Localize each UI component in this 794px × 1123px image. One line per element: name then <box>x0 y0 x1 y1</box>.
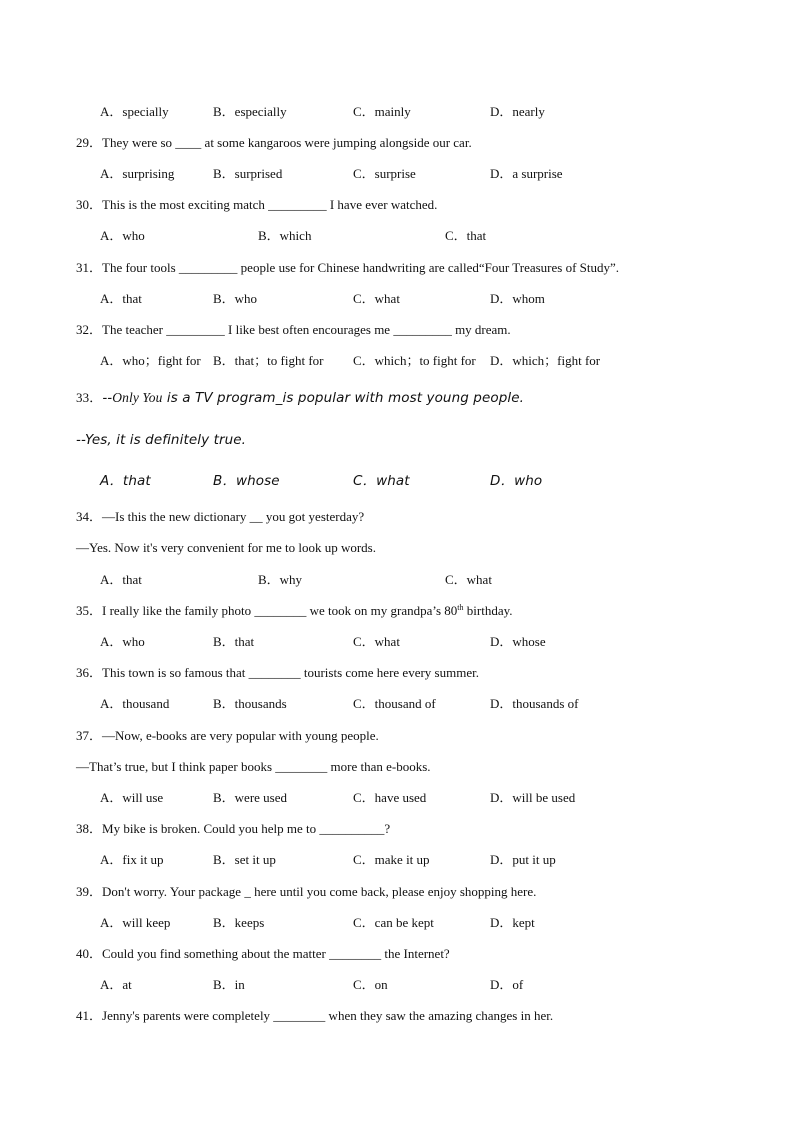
option-a: A．that <box>100 291 142 306</box>
option-d: D．will be used <box>490 790 576 805</box>
option-a: A．who <box>100 634 145 649</box>
question-stem <box>76 196 437 214</box>
question-stem <box>76 259 619 277</box>
question-number: 37． <box>76 728 103 743</box>
question-number: 40． <box>76 946 103 961</box>
option-b: B．set it up <box>213 852 276 867</box>
option-d: D．who <box>490 473 543 489</box>
question-text: The four tools _________ people use for Chinese handwriting are called“Four Treasures of Study”. <box>102 260 620 275</box>
question-text: Could you find something about the matter ________ the Internet? <box>102 946 450 961</box>
question-text: Jenny's parents were completely ________ when they saw the amazing changes in her. <box>102 1008 554 1023</box>
question-stem <box>76 602 513 620</box>
program-title: Only You <box>112 390 163 405</box>
option-c: C．that <box>445 228 487 243</box>
option-d: D．of <box>490 977 524 992</box>
option-b: B．were used <box>213 790 288 805</box>
question-stem <box>76 945 450 963</box>
question-text: This is the most exciting match _________ I have ever watched. <box>102 197 438 212</box>
option-a: A．surprising <box>100 166 175 181</box>
option-b: B．which <box>258 228 312 243</box>
option-d: D．kept <box>490 915 535 930</box>
option-c: C．what <box>445 572 492 587</box>
option-b: B．keeps <box>213 915 265 930</box>
option-d: D．nearly <box>490 104 545 119</box>
option-b: B．in <box>213 977 245 992</box>
question-reply: —Yes. Now it's very convenient for me to look up words. <box>76 540 376 555</box>
option-d: D．whose <box>490 634 546 649</box>
option-b: B．who <box>213 291 258 306</box>
option-a: A．who；fight for <box>100 353 201 368</box>
option-a: A．thousand <box>100 696 170 711</box>
question-number: 36． <box>76 665 103 680</box>
option-c: C．what <box>353 473 410 489</box>
question-number: 29． <box>76 135 103 150</box>
option-a: A．fix it up <box>100 852 164 867</box>
question-stem <box>76 820 390 838</box>
option-b: B．that <box>213 634 255 649</box>
question-text: My bike is broken. Could you help me to __________? <box>102 821 391 836</box>
option-c: C．on <box>353 977 388 992</box>
question-stem <box>76 134 472 152</box>
option-a: A．who <box>100 228 145 243</box>
option-b: B．especially <box>213 104 287 119</box>
option-c: C．surprise <box>353 166 416 181</box>
option-c: C．have used <box>353 790 427 805</box>
question-number: 38． <box>76 821 103 836</box>
option-c: C．what <box>353 634 400 649</box>
question-reply: —That’s true, but I think paper books ________ more than e-books. <box>76 759 431 774</box>
question-text: The teacher _________ I like best often encourages me _________ my dream. <box>102 322 511 337</box>
question-stem <box>76 727 379 745</box>
dash-prefix: -- <box>102 390 113 406</box>
question-number: 41． <box>76 1008 103 1023</box>
question-number: 31． <box>76 260 103 275</box>
question-number: 33． <box>76 390 103 405</box>
option-c: C．make it up <box>353 852 430 867</box>
question-stem <box>76 321 511 339</box>
question-stem <box>76 1007 553 1025</box>
option-c: C．what <box>353 291 400 306</box>
option-b: B．why <box>258 572 303 587</box>
option-b: B．that；to fight for <box>213 353 324 368</box>
option-d: D．thousands of <box>490 696 579 711</box>
option-a: A．will keep <box>100 915 171 930</box>
option-c: C．thousand of <box>353 696 436 711</box>
option-b: B．thousands <box>213 696 287 711</box>
question-number: 39． <box>76 884 103 899</box>
option-d: D．a surprise <box>490 166 563 181</box>
question-text: —Is this the new dictionary __ you got yesterday? <box>102 509 365 524</box>
question-text: is a TV program_is popular with most young people. <box>162 390 525 406</box>
question-text: They were so ____ at some kangaroos were jumping alongside our car. <box>102 135 472 150</box>
option-c: C．can be kept <box>353 915 434 930</box>
question-text: —Now, e-books are very popular with young people. <box>102 728 379 743</box>
ordinal-suffix: th <box>457 603 464 612</box>
option-c: C．mainly <box>353 104 411 119</box>
option-d: D．put it up <box>490 852 556 867</box>
option-d: D．which；fight for <box>490 353 601 368</box>
option-b: B．whose <box>213 473 280 489</box>
question-text-end: birthday. <box>463 603 513 618</box>
question-number: 32． <box>76 322 103 337</box>
option-d: D．whom <box>490 291 545 306</box>
question-number: 35． <box>76 603 103 618</box>
option-a: A．specially <box>100 104 169 119</box>
option-a: A．that <box>100 473 151 489</box>
question-text: Don't worry. Your package _ here until you come back, please enjoy shopping here. <box>102 884 537 899</box>
question-stem <box>76 508 364 526</box>
question-stem <box>76 389 524 407</box>
question-stem <box>76 664 479 682</box>
question-number: 34． <box>76 509 103 524</box>
option-c: C．which；to fight for <box>353 353 476 368</box>
option-a: A．will use <box>100 790 164 805</box>
question-reply: --Yes, it is definitely true. <box>76 432 247 448</box>
question-text: I really like the family photo ________ we took on my grandpa’s 80 <box>102 603 458 618</box>
question-number: 30． <box>76 197 103 212</box>
question-text: This town is so famous that ________ tourists come here every summer. <box>102 665 479 680</box>
question-stem <box>76 883 536 901</box>
option-a: A．that <box>100 572 142 587</box>
option-b: B．surprised <box>213 166 283 181</box>
option-a: A．at <box>100 977 132 992</box>
